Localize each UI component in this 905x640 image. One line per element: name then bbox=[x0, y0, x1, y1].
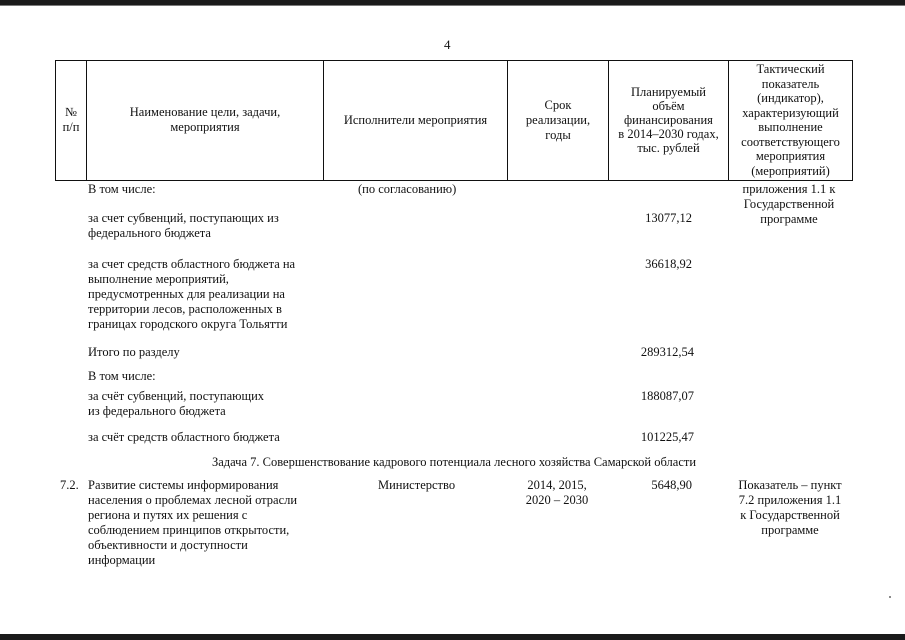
header-indicator-text: Тактический показатель (индикатор), характеризующий выполнение соответствующего мероприятия (мероприятий) bbox=[741, 62, 840, 178]
header-name bbox=[87, 60, 323, 180]
col-divider bbox=[852, 60, 853, 181]
scan-edge-top-shadow bbox=[0, 5, 905, 6]
section-total-value: 289312,54 bbox=[640, 345, 694, 359]
regional-budget-2-label: за счёт средств областного бюджета bbox=[88, 430, 280, 444]
item-7-2-executor: Министерство bbox=[378, 478, 456, 492]
section-total-label: Итого по разделу bbox=[88, 345, 180, 359]
indicator-continuation: приложения 1.1 к Государственной программе bbox=[742, 182, 836, 226]
regional-budget-label: за счет средств областного бюджета на выполнение мероприятий, предусмотренных для реализации на территории лесов, расположенных в границах городского округа Тольятти bbox=[88, 257, 296, 331]
federal-subsidy-2-value: 188087,07 bbox=[640, 389, 694, 403]
including-label-2: В том числе: bbox=[88, 369, 156, 383]
scan-edge-bottom bbox=[0, 634, 905, 640]
agreement-note: (по согласованию) bbox=[358, 182, 457, 196]
header-finance-text: Планируемый объём финансирования в 2014–2030 годах, тыс. рублей bbox=[618, 85, 719, 155]
scan-speck bbox=[889, 596, 891, 598]
page-number: 4 bbox=[444, 37, 451, 52]
header-number bbox=[56, 60, 86, 180]
header-term bbox=[508, 60, 608, 180]
header-term-text: Срок реализации, годы bbox=[525, 97, 591, 142]
including-label: В том числе: bbox=[88, 182, 156, 196]
header-number-text: № п/п bbox=[62, 105, 80, 134]
table-header bbox=[55, 60, 853, 180]
regional-budget-value: 36618,92 bbox=[645, 257, 692, 271]
federal-subsidy-value: 13077,12 bbox=[645, 211, 692, 225]
header-indicator bbox=[729, 60, 852, 180]
task-7-heading: Задача 7. Совершенствование кадрового потенциала лесного хозяйства Самарской области bbox=[211, 455, 697, 469]
header-executors-text: Исполнители мероприятия bbox=[343, 112, 488, 127]
header-finance bbox=[609, 60, 728, 180]
item-7-2-value: 5648,90 bbox=[651, 478, 692, 492]
header-name-text: Наименование цели, задачи, мероприятия bbox=[129, 105, 281, 134]
regional-budget-2-value: 101225,47 bbox=[640, 430, 694, 444]
header-bottom-border bbox=[55, 180, 853, 181]
federal-subsidy-2-label: за счёт субвенций, поступающих из федерального бюджета bbox=[88, 389, 265, 418]
federal-subsidy-label: за счет субвенций, поступающих из федерального бюджета bbox=[88, 211, 279, 240]
header-executors bbox=[324, 60, 507, 180]
item-7-2-number: 7.2. bbox=[60, 478, 79, 492]
item-7-2-term: 2014, 2015, 2020 – 2030 bbox=[525, 478, 589, 507]
item-7-2-name: Развитие системы информирования населения о проблемах лесной отрасли региона и путях их решения с соблюдением принципов открытости, объективности и доступности информации bbox=[88, 478, 298, 567]
item-7-2-indicator: Показатель – пункт 7.2 приложения 1.1 к Государственной программе bbox=[738, 478, 842, 537]
